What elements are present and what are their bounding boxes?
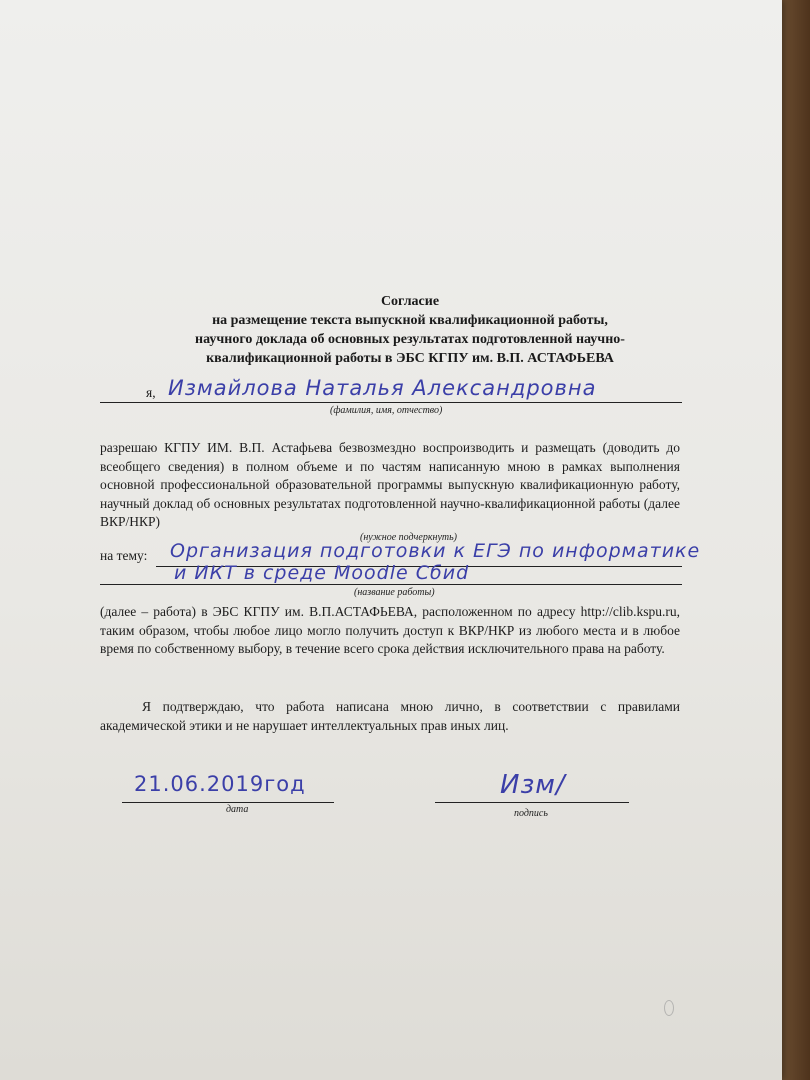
signature-caption: подпись <box>514 808 548 819</box>
name-underline <box>100 402 682 403</box>
date-underline <box>122 802 334 803</box>
document-subtitle-line-2: научного доклада об основных результатах подготовленной научно- <box>195 332 625 347</box>
document-subtitle-line-3: квалификационной работы в ЭБС КГПУ им. В.П. АСТАФЬЕВА <box>206 351 614 366</box>
signature-handwritten: Изм/ <box>500 770 566 800</box>
paper-smudge <box>664 1000 674 1016</box>
name-caption: (фамилия, имя, отчество) <box>330 405 443 416</box>
permission-paragraph: разрешаю КГПУ ИМ. В.П. Астафьева безвозмездно воспроизводить и размещать (доводить до всеобщего сведения) в полном объеме и по частям написанную мною в рамках выполнения основной профессиональной образовательной программы выпускную квалификационную работу, научный доклад об основных результатах подготовленной научно-квалификационной работы (далее ВКР/НКР) <box>100 440 680 530</box>
document-title: Согласие <box>380 294 440 309</box>
topic-handwritten-line-2: и ИКТ в среде Moodle Сбиd <box>174 562 470 584</box>
underline-caption: (нужное подчеркнуть) <box>360 532 457 543</box>
document-heading <box>100 292 720 368</box>
i-label: я, <box>146 385 156 400</box>
topic-label: на тему: <box>100 548 148 563</box>
document-subtitle-line-1: на размещение текста выпускной квалификационной работы, <box>212 313 608 328</box>
date-handwritten: 21.06.2019год <box>134 772 306 796</box>
topic-caption: (название работы) <box>354 587 435 598</box>
name-handwritten: Измайлова Наталья Александровна <box>168 376 597 400</box>
signature-underline <box>435 802 629 803</box>
date-caption: дата <box>226 804 249 815</box>
confirmation-paragraph: Я подтверждаю, что работа написана мною лично, в соответствии с правилами академической этики и не нарушает интеллектуальных прав иных лиц. <box>100 699 680 733</box>
access-paragraph: (далее – работа) в ЭБС КГПУ им. В.П.АСТАФЬЕВА, расположенном по адресу http://clib.kspu.ru, таким образом, чтобы любое лицо могло получить доступ к ВКР/НКР из любого места и в любое время по собственному выбору, в течение всего срока действия исключительного права на работу. <box>100 604 680 657</box>
topic-handwritten-line-1: Организация подготовки к ЕГЭ по информатике <box>170 540 701 562</box>
topic-underline-2 <box>100 584 682 585</box>
